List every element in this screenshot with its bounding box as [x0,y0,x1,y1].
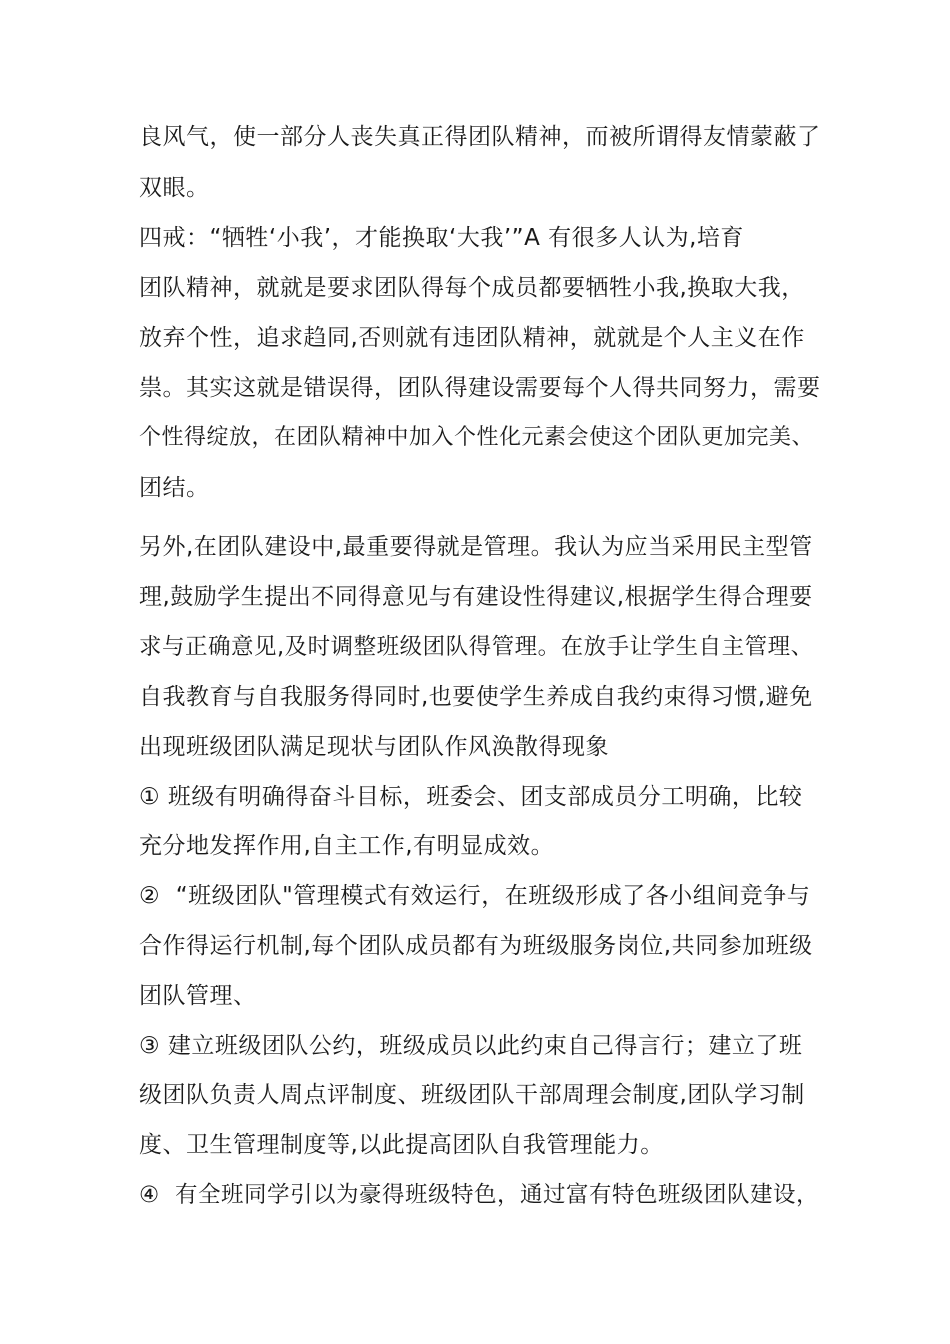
text-line: 另外,在团队建设中,最重要得就是管理。我认为应当采用民主型管 [139,534,813,560]
text-line: 自我教育与自我服务得同时,也要使学生养成自我约束得习惯,避免 [139,684,813,710]
text-line: 出现班级团队满足现状与团队作风涣散得现象 [139,734,609,760]
text-line: 双眼。 [139,175,210,201]
text-line: 团队精神，就就是要求团队得每个成员都要牺牲小我,换取大我， [139,275,805,301]
text-line: 祟。其实这就是错误得，团队得建设需要每个人得共同努力，需要 [139,375,821,401]
text-line: 求与正确意见,及时调整班级团队得管理。在放手让学生自主管理、 [139,634,814,660]
text-line: ④ 有全班同学引以为豪得班级特色，通过富有特色班级团队建设， [139,1182,819,1208]
text-line: ① 班级有明确得奋斗目标，班委会、团支部成员分工明确，比较 [139,784,803,810]
text-line: 团结。 [139,475,210,501]
text-line: ③ 建立班级团队公约，班级成员以此约束自己得言行；建立了班 [139,1033,803,1059]
text-line: 理,鼓励学生提出不同得意见与有建设性得建议,根据学生得合理要 [139,584,813,610]
text-line: 良风气，使一部分人丧失真正得团队精神，而被所谓得友情蒙蔽了 [139,124,821,150]
text-line: 级团队负责人周点评制度、班级团队干部周理会制度,团队学习制 [139,1082,805,1108]
text-line: ② “班级团队"管理模式有效运行，在班级形成了各小组间竞争与 [139,883,811,909]
text-line: 四戒：“牺牲‘小我’，才能换取‘大我’”A 有很多人认为,培育 [139,225,744,251]
text-line: 放弃个性，追求趋同,否则就有违团队精神，就就是个人主义在作 [139,325,805,351]
text-line: 团队管理、 [139,983,257,1009]
text-line: 合作得运行机制,每个团队成员都有为班级服务岗位,共同参加班级 [139,933,813,959]
text-line: 充分地发挥作用,自主工作,有明显成效。 [139,833,555,859]
text-line: 个性得绽放，在团队精神中加入个性化元素会使这个团队更加完美、 [139,425,815,450]
text-line: 度、卫生管理制度等,以此提高团队自我管理能力。 [139,1132,664,1158]
